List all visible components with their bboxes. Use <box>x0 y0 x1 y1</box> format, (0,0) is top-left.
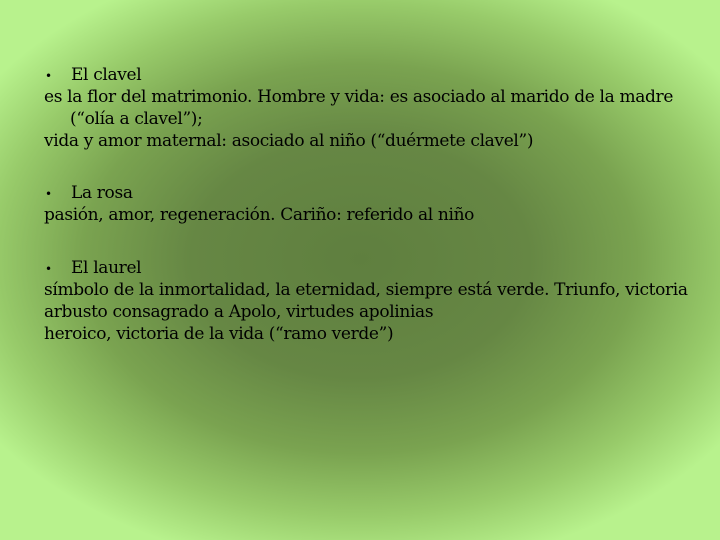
text-line-laurel-3: heroico, victoria de la vida (“ramo verde”) <box>44 324 394 344</box>
text-line-clavel-2: vida y amor maternal: asociado al niño (“duérmete clavel”) <box>44 131 534 151</box>
text-line-rosa-1: pasión, amor, regeneración. Cariño: referido al niño <box>44 205 475 225</box>
slide-content <box>44 64 688 345</box>
text-line-laurel-1: símbolo de la inmortalidad, la eternidad, siempre está verde. Triunfo, victoria <box>44 280 688 300</box>
heading-laurel: El laurel <box>71 258 142 278</box>
heading-clavel: El clavel <box>71 65 142 85</box>
bullet-icon: • <box>45 69 52 83</box>
heading-rosa: La rosa <box>71 183 133 203</box>
section-heading-rosa <box>44 182 684 204</box>
text-line-clavel-1: es la flor del matrimonio. Hombre y vida: es asociado al marido de la madre (“olía a clavel”); <box>44 87 674 129</box>
text-line-laurel-2: arbusto consagrado a Apolo, virtudes apolinias <box>44 302 434 322</box>
bullet-icon: • <box>45 187 52 201</box>
section-heading-laurel <box>44 257 684 279</box>
bullet-icon: • <box>45 262 52 276</box>
section-heading-clavel <box>44 64 684 86</box>
